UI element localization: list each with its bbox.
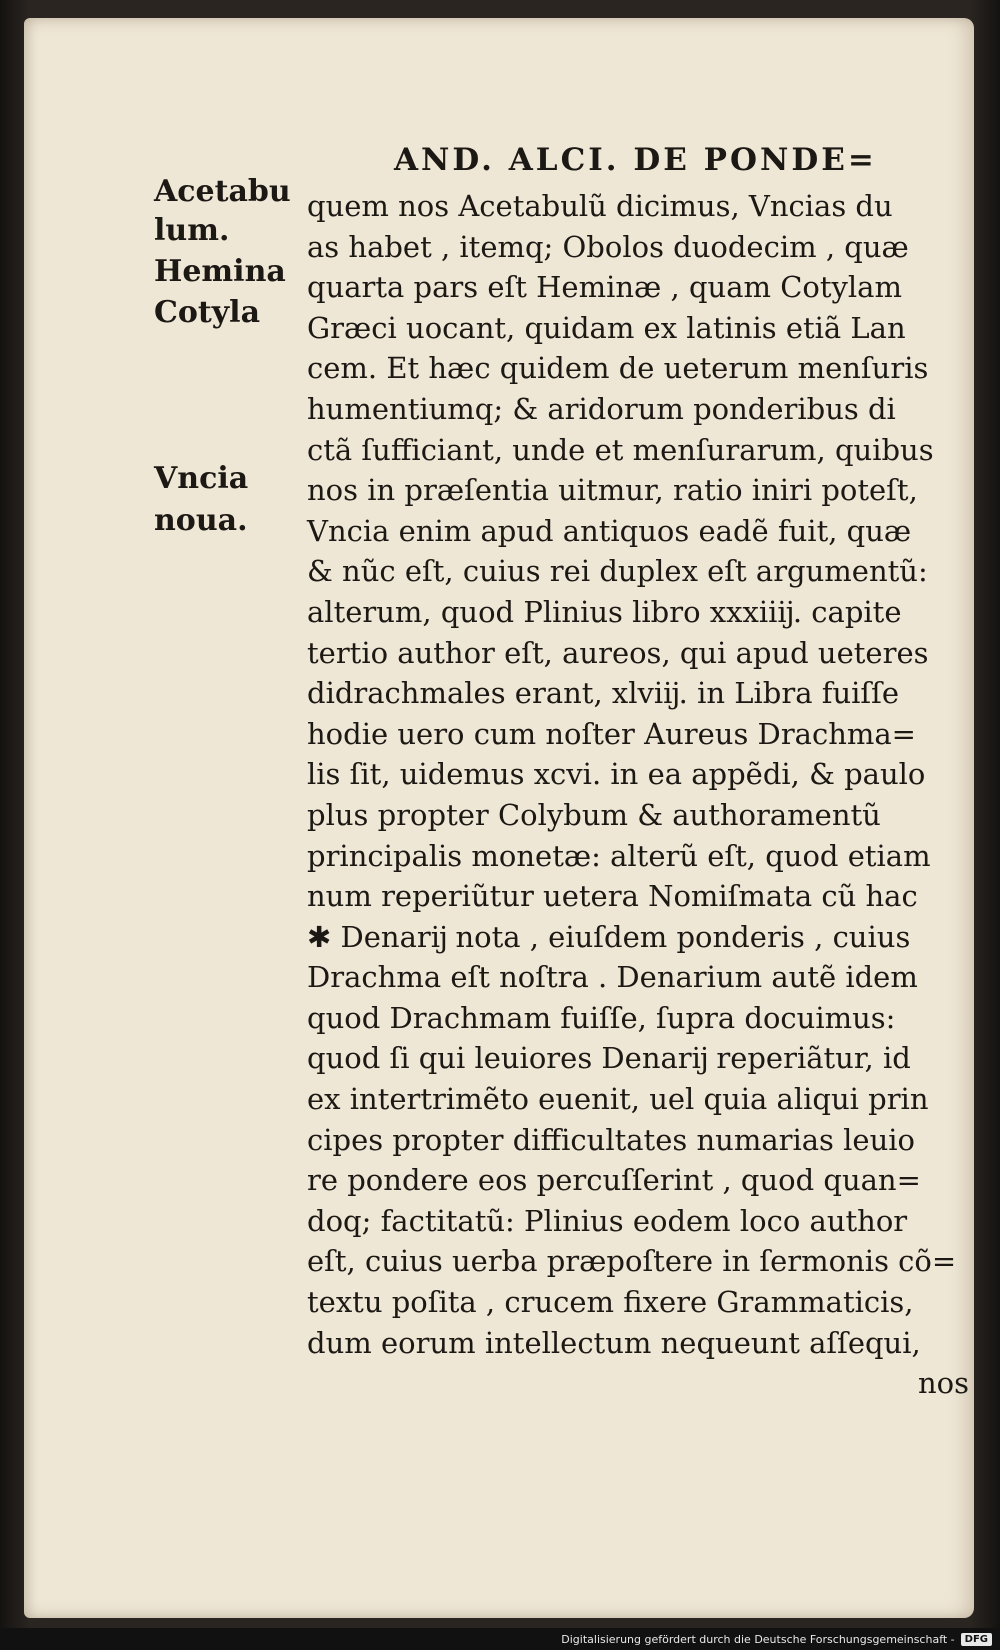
text-line: ✱ Denarĳ nota , eiuſdem ponderis , cuius [307,919,911,954]
text-line: didrachmales erant, xlviĳ. in Libra fuiſſe [307,676,900,711]
footer-text: Digitalisierung gefördert durch die Deutsche Forschungsgemeinschaft - [561,1632,955,1646]
text-line: Græci uocant, quidam ex latinis etiã Lan [307,310,906,345]
text-line: nos in præſentia uitmur, ratio iniri poteſt, [307,473,918,508]
text-line: dum eorum intellectum nequeunt aſſequi, [307,1325,921,1360]
text-line: hodie uero cum noſter Aureus Drachma= [307,716,916,751]
margin-note-hemina: Hemina [154,254,286,289]
text-line: num reperiũtur uetera Nomiſmata cũ hac [307,879,918,914]
text-line: principalis monetæ: alterũ eſt, quod etiam [307,838,931,873]
text-line: quod ſi qui leuiores Denarĳ reperiãtur, id [307,1041,911,1076]
book-page [24,18,974,1618]
text-line: re pondere eos percuſſerint , quod quan= [307,1163,921,1198]
text-line: cem. Et hæc quidem de ueterum menſuris [307,351,929,386]
text-line: & nũc eſt, cuius rei duplex eſt argumentũ: [307,554,928,589]
digitization-footer [0,1628,1000,1650]
margin-note-vncia: Vncia [154,461,249,496]
text-line: ctã ſufficiant, unde et menſurarum, quibus [307,432,934,467]
text-line: alterum, quod Plinius libro xxxiiĳ. capite [307,594,902,629]
text-line: Vncia enim apud antiquos eadẽ fuit, quæ [307,513,912,548]
text-line: Drachma eſt noſtra . Denarium autẽ idem [307,960,918,995]
text-line: quod Drachmam fuiſſe, ſupra docuimus: [307,1000,896,1035]
text-line: quarta pars eſt Heminæ , quam Cotylam [307,270,902,305]
margin-note-noua: noua. [154,503,248,538]
text-line: eſt, cuius uerba præpoſtere in ſermonis cõ= [307,1244,957,1279]
margin-note-lum: lum. [154,213,230,248]
dfg-logo: DFG [961,1633,992,1646]
catchword: nos [917,1366,969,1401]
text-line: plus propter Colybum & authoramentũ [307,797,881,832]
margin-note-acetabu: Acetabu [154,174,291,209]
text-line: lis ſit, uidemus xcvi. in ea appẽdi, & paulo [307,757,926,792]
running-head: AND. ALCI. DE PONDE= [394,142,877,178]
text-line: ex intertrimẽto euenit, uel quia aliqui prin [307,1082,929,1117]
text-line: humentiumq; & aridorum ponderibus di [307,391,896,426]
text-line: quem nos Acetabulũ dicimus, Vncias du [307,189,893,223]
text-line: textu poſita , crucem fixere Grammaticis, [307,1285,914,1320]
body-text [307,186,997,1404]
text-line: doq; factitatũ: Plinius eodem loco author [307,1203,908,1238]
text-line: tertio author eſt, aureos, qui apud ueteres [307,635,929,670]
margin-note-cotyla: Cotyla [154,295,261,330]
text-line: as habet , itemq; Obolos duodecim , quæ [307,229,909,264]
text-line: cipes propter difficultates numarias leuio [307,1122,915,1157]
